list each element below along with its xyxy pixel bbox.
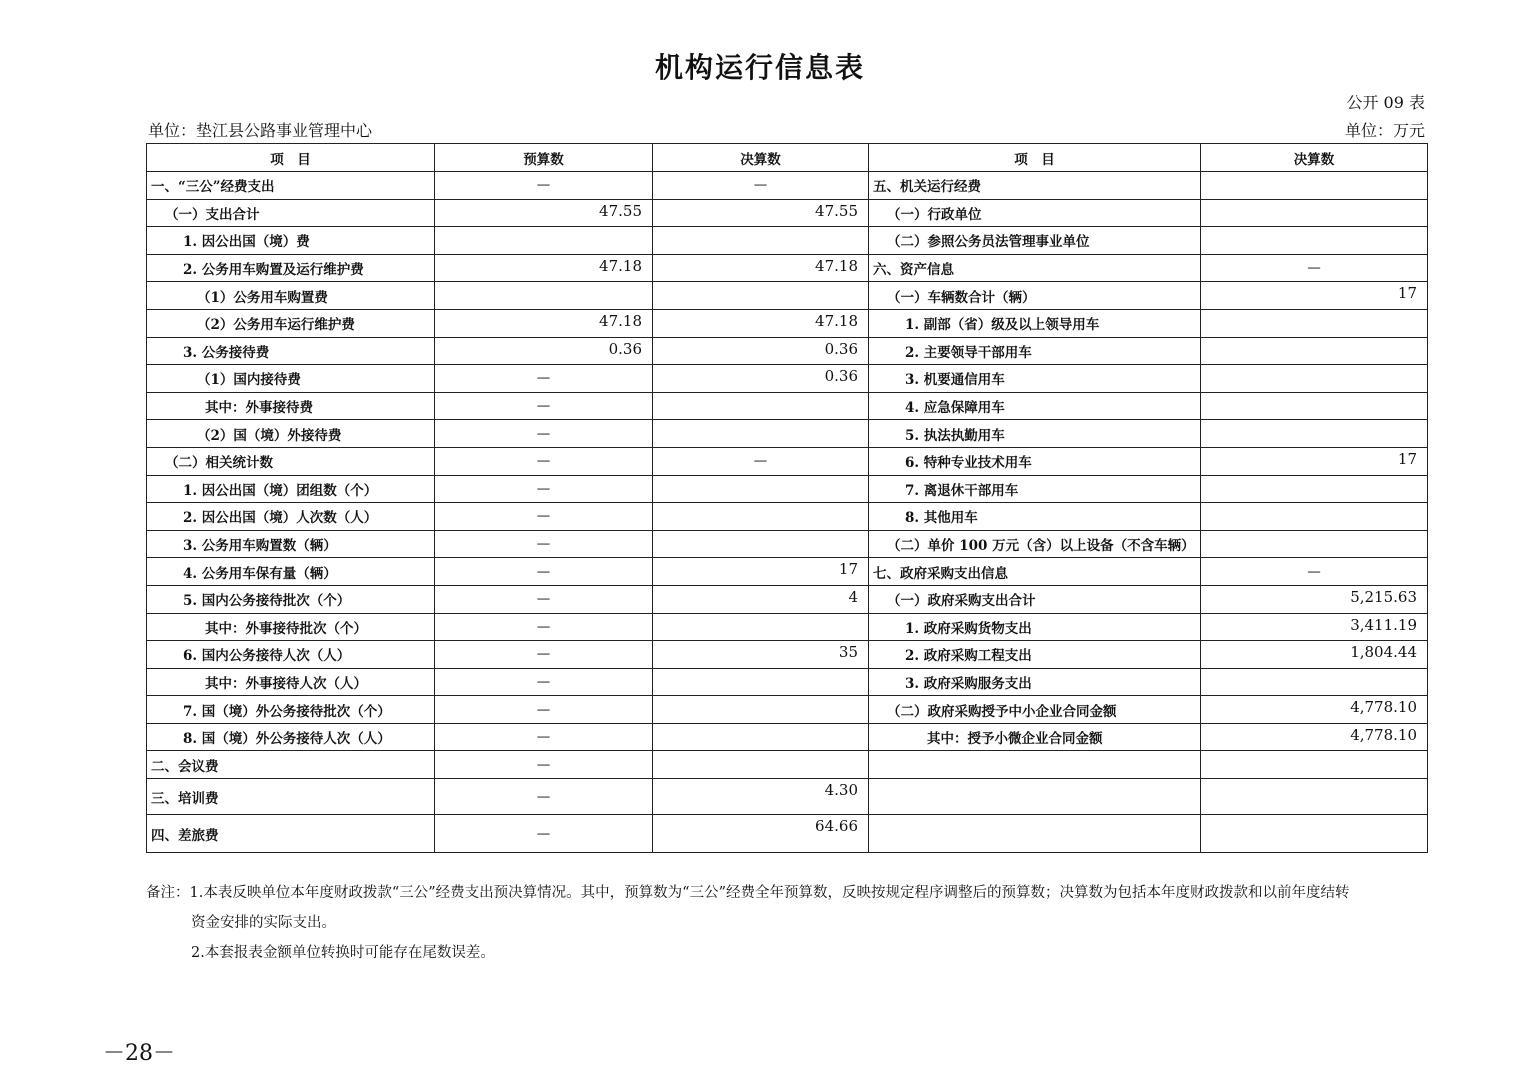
row-item-right: 1. 副部（省）级及以上领导用车 bbox=[869, 309, 1201, 337]
table-row bbox=[147, 365, 1428, 393]
row-item-right: （一）政府采购支出合计 bbox=[869, 585, 1201, 613]
row-final: 4.30 bbox=[653, 779, 869, 815]
reporting-unit: 单位：垫江县公路事业管理中心 bbox=[148, 121, 373, 140]
table-row bbox=[147, 172, 1428, 200]
row-budget: — bbox=[435, 751, 653, 779]
row-final-right bbox=[1201, 751, 1428, 779]
header-budget: 预算数 bbox=[435, 144, 653, 172]
row-final bbox=[653, 696, 869, 724]
row-item-right: 七、政府采购支出信息 bbox=[869, 558, 1201, 586]
row-item-right bbox=[869, 751, 1201, 779]
row-budget: — bbox=[435, 447, 653, 475]
table-header-row bbox=[147, 144, 1428, 172]
row-budget: — bbox=[435, 815, 653, 853]
row-final: 47.18 bbox=[653, 309, 869, 337]
currency-unit: 单位：万元 bbox=[1344, 121, 1425, 140]
table-row bbox=[147, 447, 1428, 475]
row-item-left: 其中：外事接待人次（人） bbox=[147, 668, 435, 696]
row-budget: — bbox=[435, 668, 653, 696]
row-final bbox=[653, 227, 869, 255]
table-row bbox=[147, 613, 1428, 641]
row-budget: — bbox=[435, 585, 653, 613]
row-item-right: 2. 主要领导干部用车 bbox=[869, 337, 1201, 365]
row-final-right: 3,411.19 bbox=[1201, 613, 1428, 641]
row-final-right bbox=[1201, 530, 1428, 558]
note-line-2: 资金安排的实际支出。 bbox=[191, 915, 336, 931]
row-final bbox=[653, 475, 869, 503]
row-final: 4 bbox=[653, 585, 869, 613]
row-budget: — bbox=[435, 420, 653, 448]
row-item-right: 5. 执法执勤用车 bbox=[869, 420, 1201, 448]
row-budget: — bbox=[435, 613, 653, 641]
row-budget: 47.18 bbox=[435, 254, 653, 282]
row-item-right: （二）单价 100 万元（含）以上设备（不含车辆） bbox=[869, 530, 1201, 558]
form-number: 公开 09 表 bbox=[1346, 93, 1425, 112]
row-item-left: 其中：外事接待批次（个） bbox=[147, 613, 435, 641]
header-final-right: 决算数 bbox=[1201, 144, 1428, 172]
row-item-right: 3. 机要通信用车 bbox=[869, 365, 1201, 393]
row-final-right: 5,215.63 bbox=[1201, 585, 1428, 613]
row-item-left: 其中：外事接待费 bbox=[147, 392, 435, 420]
row-item-left: （1）国内接待费 bbox=[147, 365, 435, 393]
row-item-right: 3. 政府采购服务支出 bbox=[869, 668, 1201, 696]
row-final bbox=[653, 420, 869, 448]
header-item: 项 目 bbox=[147, 144, 435, 172]
row-final-right: — bbox=[1201, 254, 1428, 282]
row-final: 47.55 bbox=[653, 199, 869, 227]
row-item-right bbox=[869, 779, 1201, 815]
row-final-right: 1,804.44 bbox=[1201, 641, 1428, 669]
table-row bbox=[147, 751, 1428, 779]
row-item-right: 五、机关运行经费 bbox=[869, 172, 1201, 200]
row-item-left: 二、会议费 bbox=[147, 751, 435, 779]
row-item-left: 5. 国内公务接待批次（个） bbox=[147, 585, 435, 613]
row-final-right bbox=[1201, 365, 1428, 393]
row-final-right bbox=[1201, 392, 1428, 420]
row-budget: — bbox=[435, 475, 653, 503]
table-row bbox=[147, 254, 1428, 282]
row-final-right bbox=[1201, 815, 1428, 853]
row-final-right: — bbox=[1201, 558, 1428, 586]
table-row bbox=[147, 723, 1428, 751]
row-item-left: 3. 公务用车购置数（辆） bbox=[147, 530, 435, 558]
row-final bbox=[653, 503, 869, 531]
row-item-right: （一）行政单位 bbox=[869, 199, 1201, 227]
row-budget: — bbox=[435, 723, 653, 751]
row-final-right bbox=[1201, 309, 1428, 337]
header-final: 决算数 bbox=[653, 144, 869, 172]
table-row bbox=[147, 282, 1428, 310]
row-final bbox=[653, 613, 869, 641]
table-row bbox=[147, 337, 1428, 365]
table-row bbox=[147, 199, 1428, 227]
row-final-right bbox=[1201, 337, 1428, 365]
table-row bbox=[147, 696, 1428, 724]
row-final: 47.18 bbox=[653, 254, 869, 282]
table-row bbox=[147, 558, 1428, 586]
row-final bbox=[653, 751, 869, 779]
row-item-right: 8. 其他用车 bbox=[869, 503, 1201, 531]
info-table bbox=[146, 143, 1428, 853]
table-row bbox=[147, 530, 1428, 558]
row-item-left: 1. 因公出国（境）团组数（个） bbox=[147, 475, 435, 503]
row-item-right: 其中：授予小微企业合同金额 bbox=[869, 723, 1201, 751]
table-row bbox=[147, 668, 1428, 696]
row-budget: — bbox=[435, 530, 653, 558]
table-row bbox=[147, 227, 1428, 255]
note-line-1: 备注：1.本表反映单位本年度财政拨款“三公”经费支出预决算情况。其中，预算数为“三公”经费全年预算数，反映按规定程序调整后的预算数；决算数为包括本年度财政拨款和以前年度结转 bbox=[146, 885, 1350, 901]
row-item-left: （二）相关统计数 bbox=[147, 447, 435, 475]
row-budget: — bbox=[435, 558, 653, 586]
row-item-left: 1. 因公出国（境）费 bbox=[147, 227, 435, 255]
row-final-right bbox=[1201, 420, 1428, 448]
row-budget: — bbox=[435, 392, 653, 420]
row-final: 17 bbox=[653, 558, 869, 586]
notes bbox=[146, 878, 1486, 968]
row-final bbox=[653, 392, 869, 420]
row-budget: — bbox=[435, 503, 653, 531]
row-budget bbox=[435, 227, 653, 255]
row-item-left: 四、差旅费 bbox=[147, 815, 435, 853]
row-budget: — bbox=[435, 172, 653, 200]
row-budget: 47.18 bbox=[435, 309, 653, 337]
row-item-left: 4. 公务用车保有量（辆） bbox=[147, 558, 435, 586]
row-item-left: 三、培训费 bbox=[147, 779, 435, 815]
row-item-left: 2. 因公出国（境）人次数（人） bbox=[147, 503, 435, 531]
row-budget: — bbox=[435, 696, 653, 724]
table-row bbox=[147, 420, 1428, 448]
row-item-left: （1）公务用车购置费 bbox=[147, 282, 435, 310]
row-final-right: 4,778.10 bbox=[1201, 723, 1428, 751]
row-final-right: 17 bbox=[1201, 447, 1428, 475]
row-final-right bbox=[1201, 199, 1428, 227]
row-item-right: 2. 政府采购工程支出 bbox=[869, 641, 1201, 669]
row-budget: — bbox=[435, 779, 653, 815]
table-row bbox=[147, 392, 1428, 420]
row-item-left: 2. 公务用车购置及运行维护费 bbox=[147, 254, 435, 282]
row-final bbox=[653, 530, 869, 558]
row-budget bbox=[435, 282, 653, 310]
row-final-right: 17 bbox=[1201, 282, 1428, 310]
row-item-right: 4. 应急保障用车 bbox=[869, 392, 1201, 420]
row-final: 0.36 bbox=[653, 365, 869, 393]
row-item-left: 一、“三公”经费支出 bbox=[147, 172, 435, 200]
table-row bbox=[147, 503, 1428, 531]
row-final-right bbox=[1201, 503, 1428, 531]
page-title: 机构运行信息表 bbox=[654, 51, 865, 84]
row-budget: 47.55 bbox=[435, 199, 653, 227]
row-item-right: 7. 离退休干部用车 bbox=[869, 475, 1201, 503]
row-final: 35 bbox=[653, 641, 869, 669]
row-item-left: （一）支出合计 bbox=[147, 199, 435, 227]
table-row bbox=[147, 475, 1428, 503]
row-item-right: （二）参照公务员法管理事业单位 bbox=[869, 227, 1201, 255]
row-budget: — bbox=[435, 365, 653, 393]
row-final-right bbox=[1201, 475, 1428, 503]
row-final-right: 4,778.10 bbox=[1201, 696, 1428, 724]
row-final bbox=[653, 723, 869, 751]
row-final-right bbox=[1201, 227, 1428, 255]
table-row bbox=[147, 779, 1428, 815]
table-row bbox=[147, 815, 1428, 853]
row-item-left: （2）公务用车运行维护费 bbox=[147, 309, 435, 337]
row-final-right bbox=[1201, 668, 1428, 696]
row-final bbox=[653, 668, 869, 696]
row-final: — bbox=[653, 447, 869, 475]
table-row bbox=[147, 585, 1428, 613]
row-item-right: 1. 政府采购货物支出 bbox=[869, 613, 1201, 641]
row-budget: — bbox=[435, 641, 653, 669]
row-item-left: 3. 公务接待费 bbox=[147, 337, 435, 365]
row-item-left: 8. 国（境）外公务接待人次（人） bbox=[147, 723, 435, 751]
page-number: －28－ bbox=[103, 1041, 175, 1066]
row-budget: 0.36 bbox=[435, 337, 653, 365]
row-item-right: （二）政府采购授予中小企业合同金额 bbox=[869, 696, 1201, 724]
row-item-right: 六、资产信息 bbox=[869, 254, 1201, 282]
table-row bbox=[147, 309, 1428, 337]
row-final bbox=[653, 282, 869, 310]
table-row bbox=[147, 641, 1428, 669]
row-item-right bbox=[869, 815, 1201, 853]
note-line-3: 2.本套报表金额单位转换时可能存在尾数误差。 bbox=[191, 945, 495, 961]
row-item-left: （2）国（境）外接待费 bbox=[147, 420, 435, 448]
row-item-left: 7. 国（境）外公务接待批次（个） bbox=[147, 696, 435, 724]
row-item-left: 6. 国内公务接待人次（人） bbox=[147, 641, 435, 669]
row-final-right bbox=[1201, 172, 1428, 200]
row-final: 64.66 bbox=[653, 815, 869, 853]
header-item-right: 项 目 bbox=[869, 144, 1201, 172]
row-item-right: 6. 特种专业技术用车 bbox=[869, 447, 1201, 475]
row-item-right: （一）车辆数合计（辆） bbox=[869, 282, 1201, 310]
row-final: — bbox=[653, 172, 869, 200]
row-final-right bbox=[1201, 779, 1428, 815]
row-final: 0.36 bbox=[653, 337, 869, 365]
